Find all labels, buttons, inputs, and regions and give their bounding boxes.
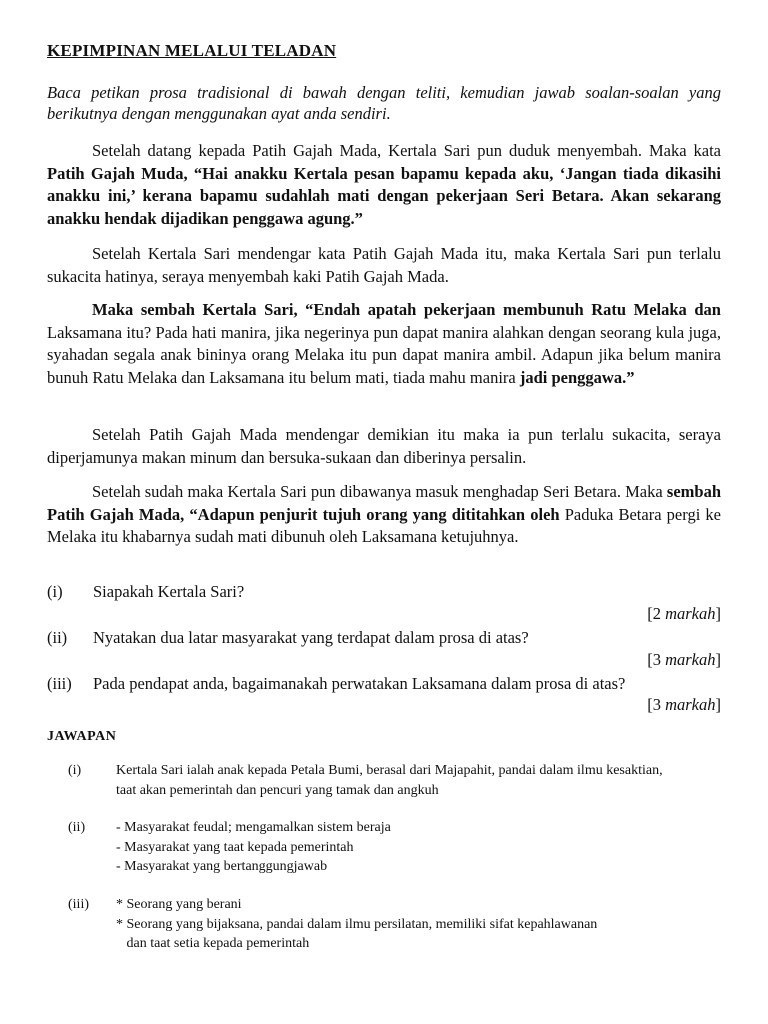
answer-line: * Seorang yang berani (116, 897, 242, 912)
question-text: Pada pendapat anda, bagaimanakah perwatakan Laksamana dalam prosa di atas? (93, 674, 626, 693)
passage-text: Setelah datang kepada Patih Gajah Mada, Kertala Sari pun duduk menyembah. Maka kata (92, 141, 721, 160)
answer-line: taat akan pemerintah dan pencuri yang tamak dan angkuh (116, 782, 439, 798)
answer-line: - Masyarakat yang taat kepada pemerintah (116, 839, 354, 855)
instruction-text: Baca petikan prosa tradisional di bawah dengan teliti, kemudian jawab soalan-soalan yang berikutnya dengan menggunakan ayat anda sendiri. (47, 83, 721, 123)
passage-paragraph-4: Setelah Patih Gajah Mada mendengar demikian itu maka ia pun terlalu sukacita, seraya diperjamunya makan minum dan bersuka-sukaan dan diberinya persalin. (47, 425, 721, 467)
document-title: KEPIMPINAN MELALUI TELADAN (47, 41, 337, 60)
question-2-marks (647, 650, 721, 670)
marks-value: [3 (647, 695, 666, 714)
answer-line: * Seorang yang bijaksana, pandai dalam ilmu persilatan, memiliki sifat kepahlawanan (116, 916, 598, 932)
marks-word: markah (665, 604, 716, 623)
passage-bold-text: jadi penggawa.” (519, 367, 635, 387)
passage-paragraph-3 (47, 299, 721, 389)
question-text: Siapakah Kertala Sari? (93, 582, 245, 601)
answer-line: - Masyarakat feudal; mengamalkan sistem beraja (116, 820, 391, 835)
passage-bold-text: sembah Patih Gajah Mada, “Adapun penjurit tujuh orang yang dititahkan oleh (47, 482, 721, 524)
answer-number: (iii) (68, 897, 89, 912)
passage-text: Paduka Betara pergi ke Melaka itu khabarnya sudah mati dibunuh oleh Laksamana ketujuhnya. (47, 504, 722, 546)
answers-heading: JAWAPAN (47, 729, 117, 744)
question-3-marks (647, 695, 721, 715)
marks-bracket: ] (715, 650, 721, 669)
question-1-marks (647, 604, 721, 624)
marks-word: markah (665, 650, 716, 669)
question-number: (i) (47, 582, 63, 601)
answer-body (116, 761, 726, 800)
marks-value: [3 (647, 650, 666, 669)
passage-text: Setelah sudah maka Kertala Sari pun dibawanya masuk menghadap Seri Betara. Maka (92, 482, 667, 501)
question-text: Nyatakan dua latar masyarakat yang terdapat dalam prosa di atas? (93, 628, 529, 647)
passage-bold-text: Maka sembah Kertala Sari, “Endah apatah pekerjaan membunuh Ratu Melaka dan (92, 300, 721, 319)
marks-bracket: ] (715, 604, 721, 623)
marks-word: markah (665, 695, 716, 714)
answer-body (116, 818, 726, 877)
answer-number: (ii) (68, 820, 86, 835)
answer-line: - Masyarakat yang bertanggungjawab (116, 859, 328, 874)
question-number: (iii) (47, 674, 72, 693)
passage-bold-text: Patih Gajah Muda, “Hai anakku Kertala pesan bapamu kepada aku, ‘Jangan tiada dikasihi anakku ini,’ kerana bapamu sudahlah mati dengan pekerjaan Seri Betara. Akan sekarang anakku hendak dijadikan penggawa agung.” (47, 163, 721, 228)
passage-text: Laksamana itu? Pada hati manira, jika negerinya pun dapat manira alahkan dengan seorang kula juga, syahadan segala anak bininya orang Melaka itu pun dapat manira ambil. Adapun jika belum manira bunuh Ratu Melaka dan Laksamana itu belum mati, tiada mahu manira (47, 322, 721, 387)
answer-line: Kertala Sari ialah anak kepada Petala Bumi, berasal dari Majapahit, pandai dalam ilmu kesaktian, (116, 763, 663, 778)
marks-value: [2 (647, 604, 666, 623)
answer-line: dan taat setia kepada pemerintah (116, 936, 310, 951)
passage-paragraph-5 (47, 481, 721, 549)
question-number: (ii) (47, 628, 68, 647)
passage-paragraph-2: Setelah Kertala Sari mendengar kata Patih Gajah Mada itu, maka Kertala Sari pun terlalu sukacita hatinya, seraya menyembah kaki Patih Gajah Mada. (47, 244, 721, 286)
passage-paragraph-1 (47, 140, 721, 230)
answer-body (116, 895, 726, 954)
marks-bracket: ] (715, 695, 721, 714)
answer-number: (i) (68, 763, 82, 778)
